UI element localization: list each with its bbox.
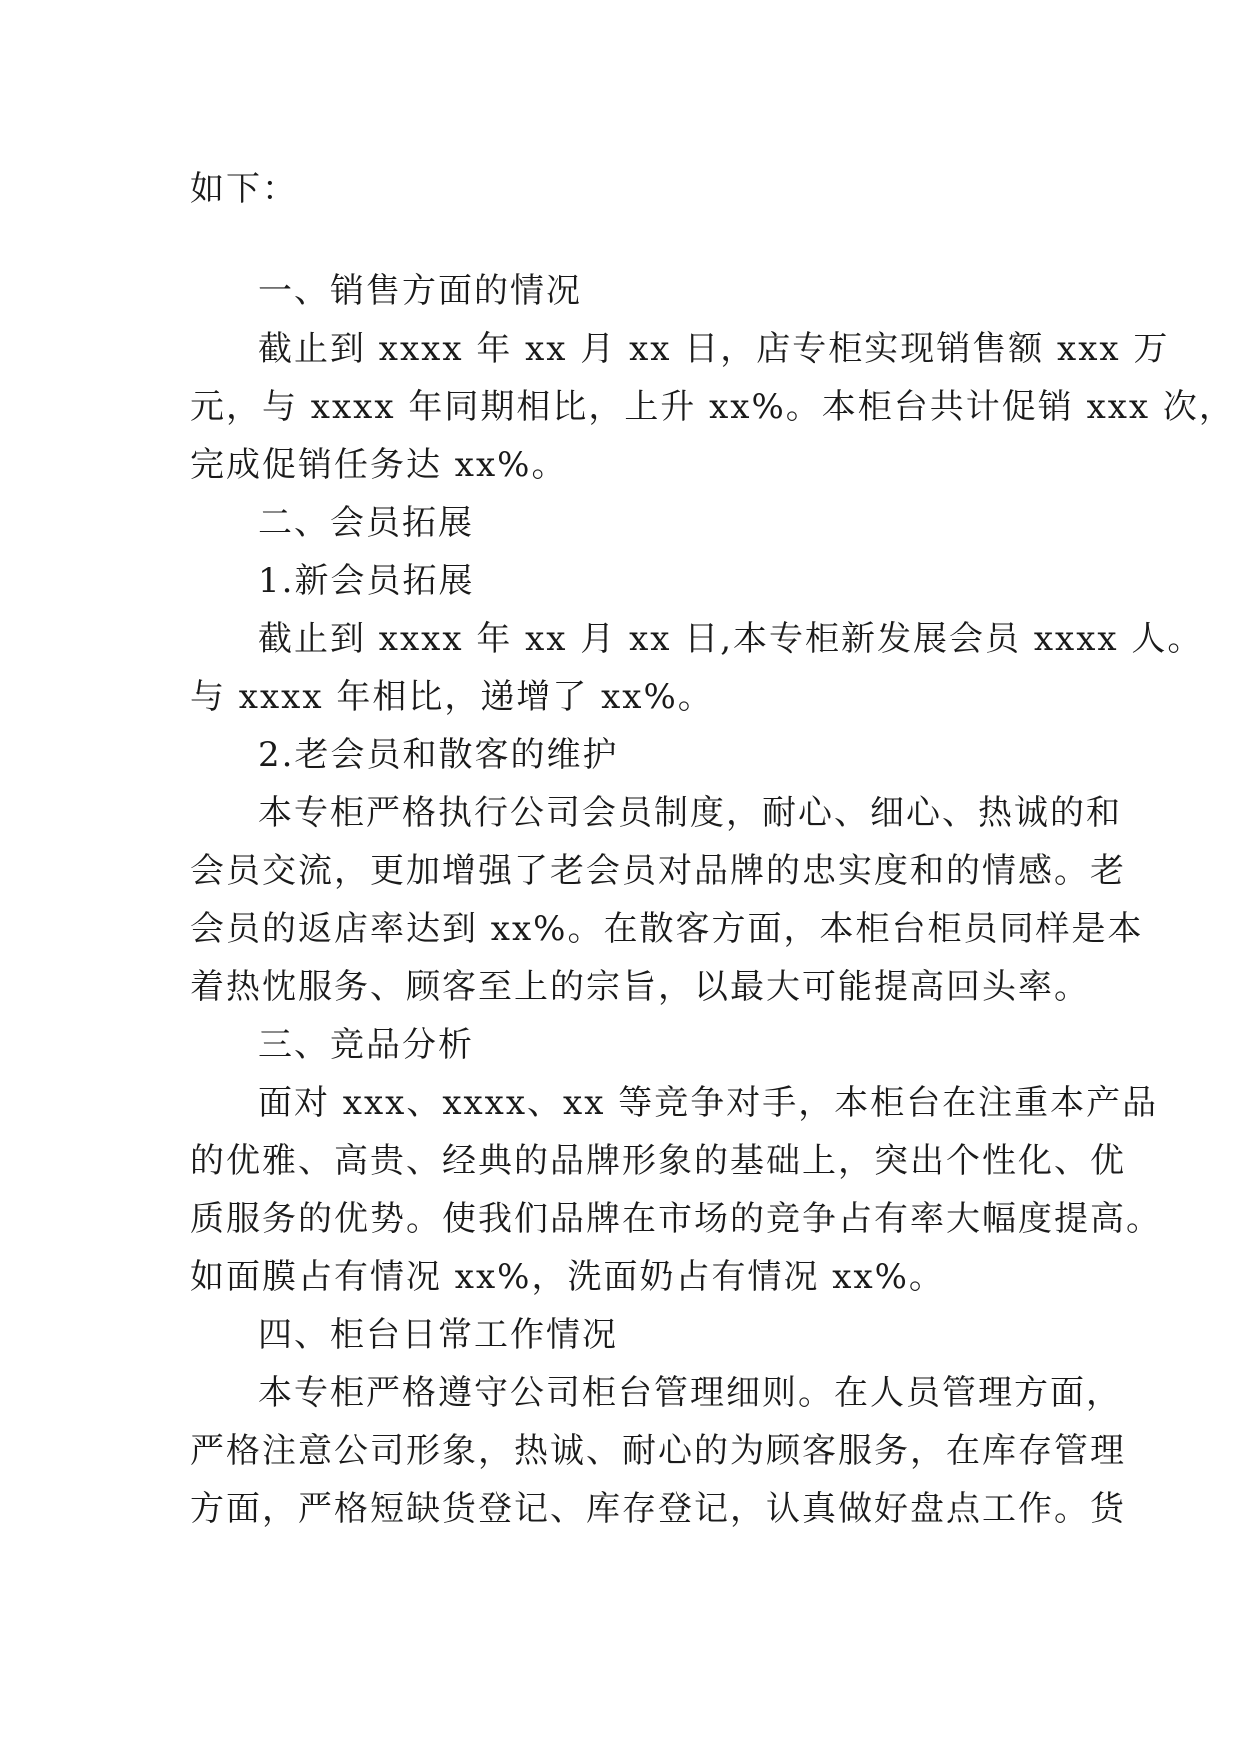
section-heading-membership: 二、会员拓展 <box>258 503 474 543</box>
paragraph-line: 如面膜占有情况 xx%，洗面奶占有情况 xx%。 <box>190 1257 945 1297</box>
paragraph-line: 方面，严格短缺货登记、库存登记，认真做好盘点工作。货 <box>190 1489 1126 1529</box>
document-page <box>190 160 1235 1538</box>
subsection-heading-new-members: 1.新会员拓展 <box>258 561 475 601</box>
paragraph-line: 会员交流，更加增强了老会员对品牌的忠实度和的情感。老 <box>190 851 1126 891</box>
intro-text: 如下： <box>190 169 298 209</box>
paragraph-line: 与 xxxx 年相比，递增了 xx%。 <box>190 677 714 717</box>
paragraph-line: 面对 xxx、xxxx、xx 等竞争对手，本柜台在注重本产品 <box>258 1083 1159 1123</box>
paragraph-line: 质服务的优势。使我们品牌在市场的竞争占有率大幅度提高。 <box>190 1199 1162 1239</box>
section-heading-daily-work: 四、柜台日常工作情况 <box>258 1315 618 1355</box>
paragraph-line: 截止到 xxxx 年 xx 月 xx 日，店专柜实现销售额 xxx 万 <box>258 329 1170 369</box>
paragraph-line: 着热忱服务、顾客至上的宗旨，以最大可能提高回头率。 <box>190 967 1090 1007</box>
paragraph-line: 严格注意公司形象，热诚、耐心的为顾客服务，在库存管理 <box>190 1431 1126 1471</box>
paragraph-line: 本专柜严格执行公司会员制度，耐心、细心、热诚的和 <box>258 793 1122 833</box>
subsection-heading-old-members: 2.老会员和散客的维护 <box>258 735 619 775</box>
section-heading-sales: 一、销售方面的情况 <box>258 271 582 311</box>
paragraph-line: 会员的返店率达到 xx%。在散客方面，本柜台柜员同样是本 <box>190 909 1144 949</box>
paragraph-line: 的优雅、高贵、经典的品牌形象的基础上，突出个性化、优 <box>190 1141 1126 1181</box>
paragraph-line: 完成促销任务达 xx%。 <box>190 445 568 485</box>
paragraph-line: 截止到 xxxx 年 xx 月 xx 日,本专柜新发展会员 xxxx 人。 <box>258 619 1204 659</box>
section-heading-competitors: 三、竞品分析 <box>258 1025 474 1065</box>
paragraph-line: 元，与 xxxx 年同期相比，上升 xx%。本柜台共计促销 xxx 次， <box>190 387 1235 427</box>
paragraph-line: 本专柜严格遵守公司柜台管理细则。在人员管理方面， <box>258 1373 1122 1413</box>
